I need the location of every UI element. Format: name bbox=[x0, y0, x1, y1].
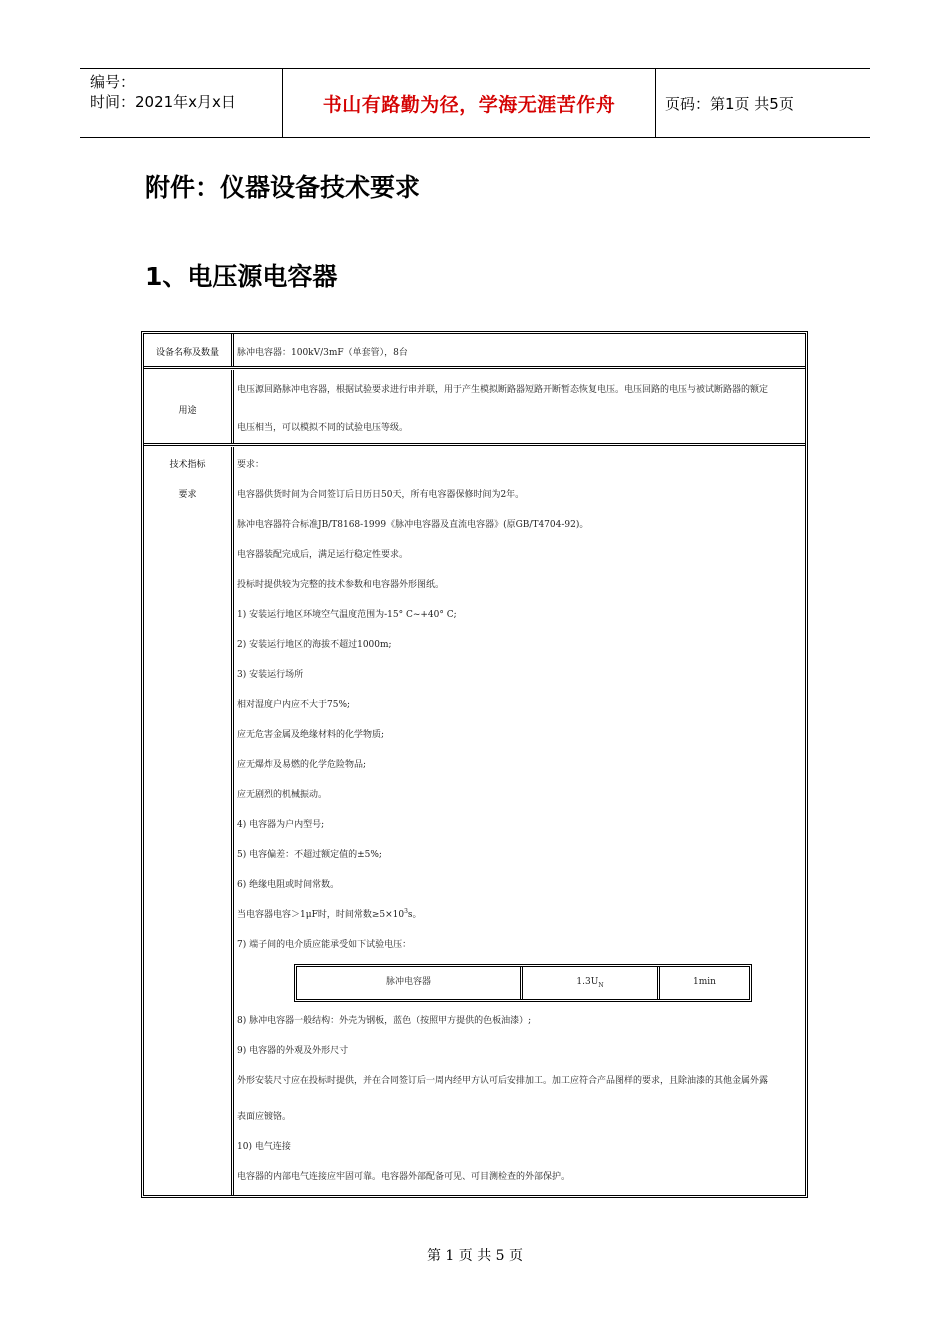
requirement-line: 电容器装配完成后，满足运行稳定性要求。 bbox=[237, 550, 409, 560]
purpose-line: 电压相当，可以模拟不同的试验电压等级。 bbox=[237, 423, 409, 433]
header-motto: 书山有路勤为径，学海无涯苦作舟 bbox=[322, 93, 616, 116]
requirement-line: 2) 安装运行地区的海拔不超过1000m; bbox=[237, 640, 392, 650]
requirement-line: 应无剧烈的机械振动。 bbox=[237, 790, 328, 800]
header-page-cell bbox=[655, 69, 870, 137]
spec-label-device bbox=[144, 334, 234, 366]
requirement-line: 4) 电容器为户内型号; bbox=[237, 820, 325, 830]
requirement-line: 投标时提供较为完整的技术参数和电容器外形图纸。 bbox=[237, 580, 445, 590]
spec-value-purpose bbox=[235, 370, 805, 443]
voltage-ratio-value: 1.3U bbox=[576, 977, 599, 987]
purpose-label-text: 用途 bbox=[178, 406, 197, 416]
device-value-text: 脉冲电容器：100kV/3mF（单套管），8台 bbox=[237, 348, 408, 358]
requirement-line: 应无危害金属及绝缘材料的化学物质; bbox=[237, 730, 385, 740]
requirement-line: 相对湿度户内应不大于75%; bbox=[237, 700, 351, 710]
voltage-table-duration: 1min bbox=[693, 977, 716, 987]
requirement-line: 电容器的内部电气连接应牢固可靠。电容器外部配备可见、可目测检查的外部保护。 bbox=[237, 1172, 571, 1182]
requirements-label-line2: 要求 bbox=[178, 490, 197, 500]
spec-table bbox=[141, 331, 808, 1198]
requirement-line: 9) 电容器的外观及外形尺寸 bbox=[237, 1046, 349, 1056]
purpose-line: 电压源回路脉冲电容器，根据试验要求进行串并联，用于产生模拟断路器短路开断暂态恢复电压。电压回路的电压与被试断路器的额定 bbox=[237, 385, 769, 395]
time-constant-text: 当电容器电容＞1μF时，时间常数≥5×10 bbox=[237, 910, 405, 920]
requirements-label-line1: 技术指标 bbox=[169, 460, 206, 470]
time-constant-unit: s。 bbox=[407, 910, 422, 920]
document-title: 附件：仪器设备技术要求 bbox=[145, 173, 421, 202]
spec-row-requirements bbox=[144, 447, 805, 1195]
header-motto-cell bbox=[282, 69, 656, 137]
voltage-table-ratio bbox=[523, 967, 660, 999]
voltage-table-name: 脉冲电容器 bbox=[297, 967, 523, 999]
requirement-line: 7) 端子间的电介质应能承受如下试验电压： bbox=[237, 940, 412, 950]
requirement-line: 电容器供货时间为合同签订后日历日50天，所有电容器保修时间为2年。 bbox=[237, 490, 525, 500]
page-header bbox=[80, 68, 870, 138]
requirement-line: 3) 安装运行场所 bbox=[237, 670, 304, 680]
device-label-text: 设备名称及数量 bbox=[155, 348, 219, 358]
spec-row-purpose bbox=[144, 370, 805, 446]
requirement-line: 1) 安装运行地区环境空气温度范围为-15° C~+40° C; bbox=[237, 610, 457, 620]
page-footer: 第 1 页 共 5 页 bbox=[426, 1248, 524, 1264]
spec-row-device bbox=[144, 334, 805, 369]
spec-value-requirements bbox=[235, 447, 805, 1195]
voltage-ratio-subscript: N bbox=[598, 981, 604, 989]
requirement-line: 表面应镀铬。 bbox=[237, 1112, 292, 1122]
document-time-label: 时间：2021年x月x日 bbox=[90, 93, 236, 111]
requirement-line: 外形安装尺寸应在投标时提供，并在合同签订后一周内经甲方认可后安排加工。加工应符合产品图样的要求，且除油漆的其他金属外露 bbox=[237, 1076, 769, 1086]
header-page-info: 页码：第1页 共5页 bbox=[665, 94, 794, 113]
spec-label-purpose bbox=[144, 370, 234, 443]
requirement-line: 6) 绝缘电阻或时间常数。 bbox=[237, 880, 340, 890]
requirement-line: 要求： bbox=[237, 460, 265, 470]
spec-value-device bbox=[235, 334, 805, 366]
requirement-line bbox=[237, 907, 422, 920]
requirement-line: 8) 脉冲电容器一般结构：外壳为钢板，蓝色（按照甲方提供的色板油漆）; bbox=[237, 1016, 532, 1026]
header-meta-cell bbox=[80, 69, 282, 137]
requirement-line: 5) 电容偏差：不超过额定值的±5%; bbox=[237, 850, 382, 860]
voltage-table bbox=[294, 964, 752, 1002]
spec-label-requirements bbox=[144, 447, 234, 1195]
requirement-line: 10) 电气连接 bbox=[237, 1142, 291, 1152]
section-title: 1、电压源电容器 bbox=[145, 262, 338, 291]
time-constant-exponent: 3 bbox=[404, 908, 408, 915]
requirement-line: 脉冲电容器符合标准JB/T8168-1999《脉冲电容器及直流电容器》(原GB/T4704-92)。 bbox=[237, 520, 589, 530]
requirement-line: 应无爆炸及易燃的化学危险物品; bbox=[237, 760, 367, 770]
document-number-label: 编号： bbox=[90, 73, 136, 91]
